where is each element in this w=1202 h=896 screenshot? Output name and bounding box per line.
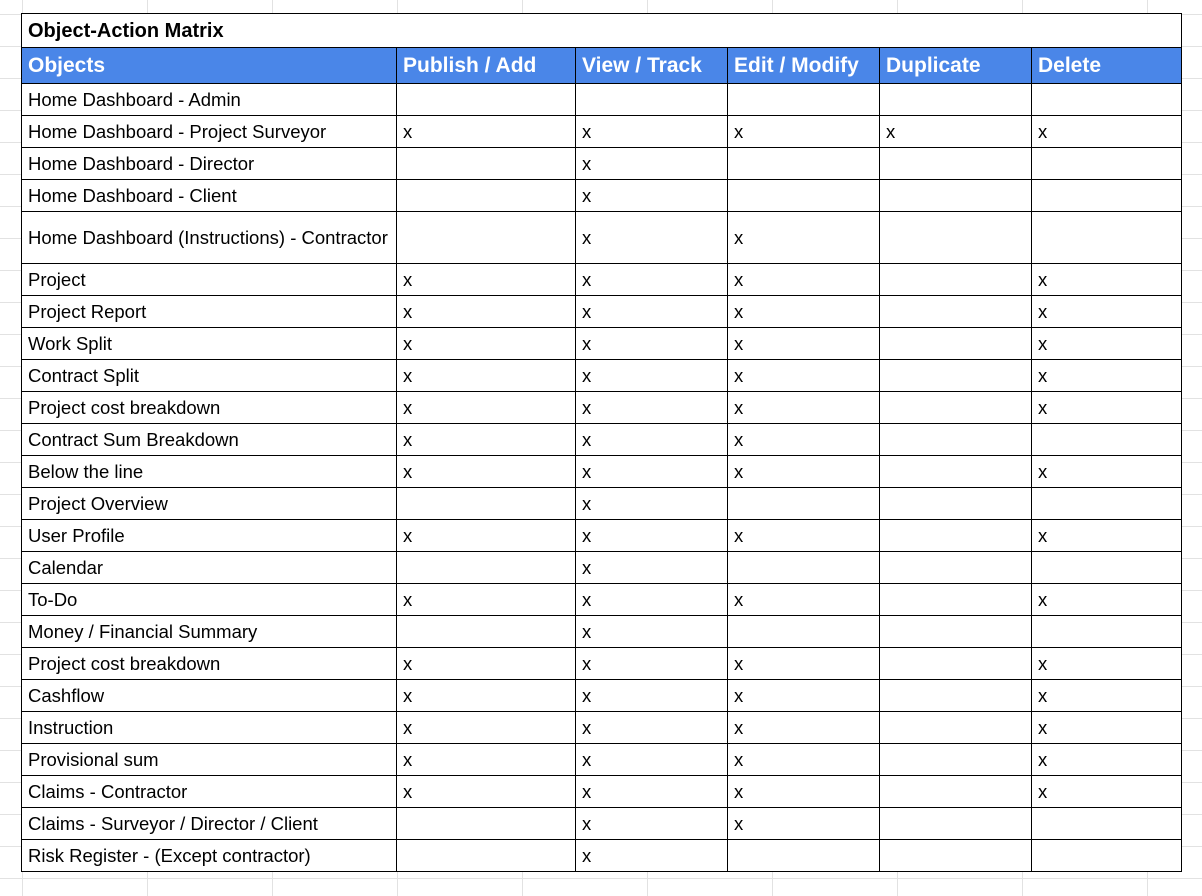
object-name-cell[interactable]: Project Overview bbox=[22, 488, 397, 520]
cell-view-track[interactable]: x bbox=[576, 616, 728, 648]
cell-edit-modify[interactable]: x bbox=[728, 680, 880, 712]
object-name-cell[interactable]: Claims - Surveyor / Director / Client bbox=[22, 808, 397, 840]
cell-view-track[interactable]: x bbox=[576, 552, 728, 584]
table-row bbox=[22, 456, 1182, 488]
cell-delete[interactable]: x bbox=[1032, 648, 1182, 680]
cell-publish-add[interactable]: x bbox=[397, 776, 576, 808]
cell-view-track[interactable]: x bbox=[576, 148, 728, 180]
cell-duplicate[interactable] bbox=[880, 584, 1032, 616]
cell-view-track[interactable]: x bbox=[576, 776, 728, 808]
cell-publish-add[interactable]: x bbox=[397, 296, 576, 328]
cell-duplicate[interactable] bbox=[880, 264, 1032, 296]
cell-duplicate[interactable] bbox=[880, 616, 1032, 648]
cell-edit-modify[interactable]: x bbox=[728, 116, 880, 148]
cell-edit-modify[interactable] bbox=[728, 148, 880, 180]
cell-edit-modify[interactable]: x bbox=[728, 328, 880, 360]
cell-delete[interactable]: x bbox=[1032, 328, 1182, 360]
cell-edit-modify[interactable]: x bbox=[728, 648, 880, 680]
cell-view-track[interactable]: x bbox=[576, 328, 728, 360]
table-row bbox=[22, 360, 1182, 392]
column-header-delete[interactable]: Delete bbox=[1032, 48, 1182, 84]
cell-publish-add[interactable]: x bbox=[397, 648, 576, 680]
cell-delete[interactable]: x bbox=[1032, 360, 1182, 392]
cell-publish-add[interactable] bbox=[397, 808, 576, 840]
table-row bbox=[22, 84, 1182, 116]
object-name-cell[interactable]: Project cost breakdown bbox=[22, 648, 397, 680]
object-name-cell[interactable]: Contract Split bbox=[22, 360, 397, 392]
cell-view-track[interactable]: x bbox=[576, 744, 728, 776]
cell-view-track[interactable]: x bbox=[576, 264, 728, 296]
table-row bbox=[22, 616, 1182, 648]
cell-publish-add[interactable]: x bbox=[397, 680, 576, 712]
cell-delete[interactable]: x bbox=[1032, 712, 1182, 744]
object-name-cell[interactable]: Home Dashboard - Admin bbox=[22, 84, 397, 116]
cell-publish-add[interactable] bbox=[397, 616, 576, 648]
cell-duplicate[interactable] bbox=[880, 680, 1032, 712]
cell-publish-add[interactable] bbox=[397, 212, 576, 264]
cell-publish-add[interactable]: x bbox=[397, 360, 576, 392]
cell-publish-add[interactable]: x bbox=[397, 520, 576, 552]
cell-edit-modify[interactable]: x bbox=[728, 424, 880, 456]
cell-publish-add[interactable]: x bbox=[397, 744, 576, 776]
object-name-cell[interactable]: To-Do bbox=[22, 584, 397, 616]
cell-publish-add[interactable]: x bbox=[397, 424, 576, 456]
cell-duplicate[interactable] bbox=[880, 180, 1032, 212]
object-name-cell[interactable]: Below the line bbox=[22, 456, 397, 488]
cell-view-track[interactable]: x bbox=[576, 456, 728, 488]
cell-view-track[interactable]: x bbox=[576, 488, 728, 520]
cell-delete[interactable]: x bbox=[1032, 776, 1182, 808]
cell-delete[interactable]: x bbox=[1032, 584, 1182, 616]
cell-delete[interactable] bbox=[1032, 84, 1182, 116]
cell-delete[interactable]: x bbox=[1032, 520, 1182, 552]
cell-publish-add[interactable] bbox=[397, 840, 576, 872]
cell-publish-add[interactable]: x bbox=[397, 584, 576, 616]
object-name-cell[interactable]: Home Dashboard - Client bbox=[22, 180, 397, 212]
cell-edit-modify[interactable]: x bbox=[728, 212, 880, 264]
cell-delete[interactable] bbox=[1032, 840, 1182, 872]
object-name-cell[interactable]: Project cost breakdown bbox=[22, 392, 397, 424]
cell-delete[interactable]: x bbox=[1032, 116, 1182, 148]
column-header-publish-add[interactable]: Publish / Add bbox=[397, 48, 576, 84]
cell-delete[interactable] bbox=[1032, 808, 1182, 840]
cell-duplicate[interactable] bbox=[880, 712, 1032, 744]
cell-delete[interactable]: x bbox=[1032, 264, 1182, 296]
column-header-duplicate[interactable]: Duplicate bbox=[880, 48, 1032, 84]
table-row bbox=[22, 648, 1182, 680]
cell-view-track[interactable]: x bbox=[576, 392, 728, 424]
cell-edit-modify[interactable] bbox=[728, 840, 880, 872]
cell-duplicate[interactable]: x bbox=[880, 116, 1032, 148]
cell-edit-modify[interactable] bbox=[728, 488, 880, 520]
cell-publish-add[interactable] bbox=[397, 488, 576, 520]
object-name-cell[interactable]: Calendar bbox=[22, 552, 397, 584]
object-name-cell[interactable]: Claims - Contractor bbox=[22, 776, 397, 808]
cell-edit-modify[interactable]: x bbox=[728, 456, 880, 488]
object-name-cell[interactable]: Cashflow bbox=[22, 680, 397, 712]
cell-edit-modify[interactable]: x bbox=[728, 584, 880, 616]
cell-edit-modify[interactable]: x bbox=[728, 264, 880, 296]
cell-view-track[interactable]: x bbox=[576, 180, 728, 212]
cell-duplicate[interactable] bbox=[880, 840, 1032, 872]
cell-delete[interactable]: x bbox=[1032, 456, 1182, 488]
cell-delete[interactable] bbox=[1032, 148, 1182, 180]
cell-duplicate[interactable] bbox=[880, 520, 1032, 552]
cell-duplicate[interactable] bbox=[880, 392, 1032, 424]
cell-delete[interactable] bbox=[1032, 180, 1182, 212]
cell-duplicate[interactable] bbox=[880, 744, 1032, 776]
cell-duplicate[interactable] bbox=[880, 552, 1032, 584]
cell-duplicate[interactable] bbox=[880, 84, 1032, 116]
table-row bbox=[22, 296, 1182, 328]
cell-view-track[interactable]: x bbox=[576, 648, 728, 680]
cell-publish-add[interactable] bbox=[397, 148, 576, 180]
table-row bbox=[22, 552, 1182, 584]
column-header-view-track[interactable]: View / Track bbox=[576, 48, 728, 84]
cell-duplicate[interactable] bbox=[880, 488, 1032, 520]
cell-delete[interactable]: x bbox=[1032, 744, 1182, 776]
header-row bbox=[22, 48, 1182, 84]
table-row bbox=[22, 488, 1182, 520]
object-name-cell[interactable]: Instruction bbox=[22, 712, 397, 744]
matrix-title[interactable]: Object-Action Matrix bbox=[22, 14, 1182, 48]
object-name-cell[interactable]: Home Dashboard - Director bbox=[22, 148, 397, 180]
table-row bbox=[22, 680, 1182, 712]
table-row bbox=[22, 212, 1182, 264]
object-name-cell[interactable]: User Profile bbox=[22, 520, 397, 552]
cell-duplicate[interactable] bbox=[880, 148, 1032, 180]
column-header-edit-modify[interactable]: Edit / Modify bbox=[728, 48, 880, 84]
cell-edit-modify[interactable]: x bbox=[728, 520, 880, 552]
cell-edit-modify[interactable] bbox=[728, 84, 880, 116]
table-row bbox=[22, 116, 1182, 148]
cell-duplicate[interactable] bbox=[880, 776, 1032, 808]
cell-view-track[interactable]: x bbox=[576, 680, 728, 712]
cell-duplicate[interactable] bbox=[880, 212, 1032, 264]
table-row bbox=[22, 264, 1182, 296]
object-name-cell[interactable]: Risk Register - (Except contractor) bbox=[22, 840, 397, 872]
table-row bbox=[22, 148, 1182, 180]
cell-delete[interactable] bbox=[1032, 552, 1182, 584]
cell-edit-modify[interactable]: x bbox=[728, 712, 880, 744]
table-row bbox=[22, 840, 1182, 872]
object-name-cell[interactable]: Provisional sum bbox=[22, 744, 397, 776]
cell-edit-modify[interactable] bbox=[728, 616, 880, 648]
cell-view-track[interactable]: x bbox=[576, 212, 728, 264]
object-name-cell[interactable]: Work Split bbox=[22, 328, 397, 360]
cell-view-track[interactable]: x bbox=[576, 808, 728, 840]
cell-delete[interactable]: x bbox=[1032, 392, 1182, 424]
cell-edit-modify[interactable]: x bbox=[728, 360, 880, 392]
cell-duplicate[interactable] bbox=[880, 456, 1032, 488]
cell-publish-add[interactable]: x bbox=[397, 392, 576, 424]
cell-edit-modify[interactable]: x bbox=[728, 808, 880, 840]
cell-view-track[interactable]: x bbox=[576, 116, 728, 148]
cell-view-track[interactable]: x bbox=[576, 712, 728, 744]
object-name-cell[interactable]: Money / Financial Summary bbox=[22, 616, 397, 648]
cell-publish-add[interactable] bbox=[397, 552, 576, 584]
cell-duplicate[interactable] bbox=[880, 360, 1032, 392]
cell-publish-add[interactable] bbox=[397, 180, 576, 212]
cell-edit-modify[interactable] bbox=[728, 180, 880, 212]
table-row bbox=[22, 424, 1182, 456]
cell-edit-modify[interactable] bbox=[728, 552, 880, 584]
cell-view-track[interactable]: x bbox=[576, 840, 728, 872]
cell-edit-modify[interactable]: x bbox=[728, 296, 880, 328]
cell-publish-add[interactable]: x bbox=[397, 456, 576, 488]
object-name-cell[interactable]: Home Dashboard - Project Surveyor bbox=[22, 116, 397, 148]
cell-publish-add[interactable]: x bbox=[397, 116, 576, 148]
object-name-cell[interactable]: Project bbox=[22, 264, 397, 296]
object-name-cell[interactable]: Home Dashboard (Instructions) - Contractor bbox=[22, 212, 397, 264]
cell-publish-add[interactable]: x bbox=[397, 328, 576, 360]
table-row bbox=[22, 808, 1182, 840]
column-header-objects[interactable]: Objects bbox=[22, 48, 397, 84]
cell-publish-add[interactable] bbox=[397, 84, 576, 116]
cell-duplicate[interactable] bbox=[880, 424, 1032, 456]
cell-delete[interactable] bbox=[1032, 616, 1182, 648]
cell-delete[interactable]: x bbox=[1032, 296, 1182, 328]
cell-delete[interactable] bbox=[1032, 212, 1182, 264]
cell-duplicate[interactable] bbox=[880, 808, 1032, 840]
cell-duplicate[interactable] bbox=[880, 328, 1032, 360]
cell-view-track[interactable]: x bbox=[576, 584, 728, 616]
cell-view-track[interactable]: x bbox=[576, 520, 728, 552]
cell-delete[interactable] bbox=[1032, 488, 1182, 520]
table-row bbox=[22, 584, 1182, 616]
cell-view-track[interactable]: x bbox=[576, 424, 728, 456]
table-row bbox=[22, 180, 1182, 212]
cell-view-track[interactable]: x bbox=[576, 296, 728, 328]
cell-view-track[interactable] bbox=[576, 84, 728, 116]
cell-publish-add[interactable]: x bbox=[397, 264, 576, 296]
cell-edit-modify[interactable]: x bbox=[728, 392, 880, 424]
cell-delete[interactable]: x bbox=[1032, 680, 1182, 712]
table-row bbox=[22, 744, 1182, 776]
cell-duplicate[interactable] bbox=[880, 648, 1032, 680]
cell-duplicate[interactable] bbox=[880, 296, 1032, 328]
cell-delete[interactable] bbox=[1032, 424, 1182, 456]
cell-edit-modify[interactable]: x bbox=[728, 744, 880, 776]
cell-publish-add[interactable]: x bbox=[397, 712, 576, 744]
cell-view-track[interactable]: x bbox=[576, 360, 728, 392]
cell-edit-modify[interactable]: x bbox=[728, 776, 880, 808]
table-row bbox=[22, 712, 1182, 744]
object-name-cell[interactable]: Contract Sum Breakdown bbox=[22, 424, 397, 456]
table-row bbox=[22, 776, 1182, 808]
object-action-matrix-table bbox=[21, 13, 1182, 872]
object-name-cell[interactable]: Project Report bbox=[22, 296, 397, 328]
table-row bbox=[22, 520, 1182, 552]
table-row bbox=[22, 392, 1182, 424]
table-row bbox=[22, 328, 1182, 360]
